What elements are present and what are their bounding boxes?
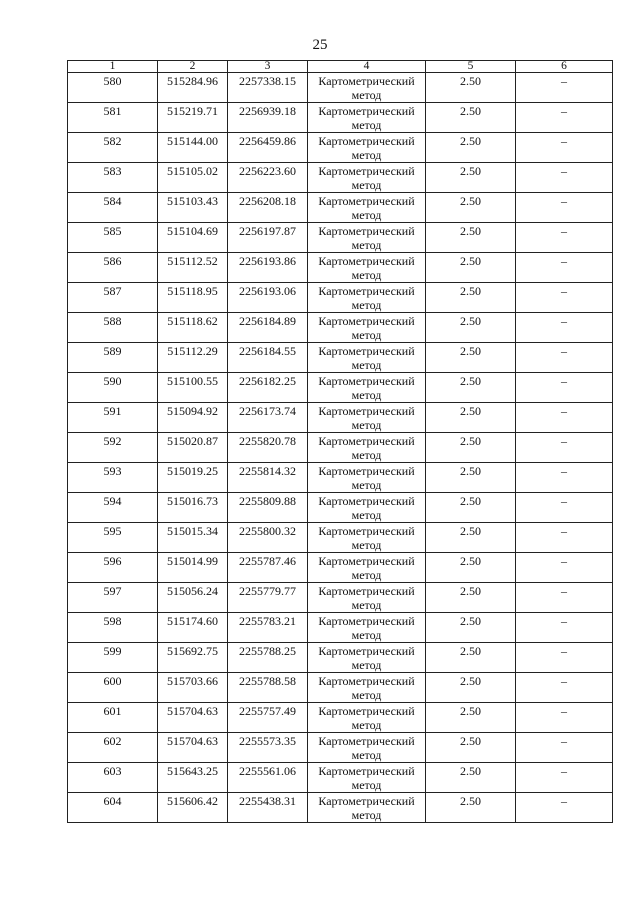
table-row bbox=[68, 133, 613, 163]
table-row bbox=[68, 673, 613, 703]
accuracy-cell: 2.50 bbox=[426, 583, 516, 613]
x-coordinate-cell: 515703.66 bbox=[158, 673, 228, 703]
note-cell: – bbox=[516, 793, 613, 823]
accuracy-cell: 2.50 bbox=[426, 463, 516, 493]
x-coordinate-cell: 515219.71 bbox=[158, 103, 228, 133]
point-number-cell: 595 bbox=[68, 523, 158, 553]
table-row bbox=[68, 763, 613, 793]
point-number-cell: 600 bbox=[68, 673, 158, 703]
method-cell: Картометрический метод bbox=[308, 703, 426, 733]
method-cell: Картометрический метод bbox=[308, 103, 426, 133]
accuracy-cell: 2.50 bbox=[426, 703, 516, 733]
method-cell: Картометрический метод bbox=[308, 763, 426, 793]
note-cell: – bbox=[516, 343, 613, 373]
x-coordinate-cell: 515704.63 bbox=[158, 703, 228, 733]
note-cell: – bbox=[516, 73, 613, 103]
method-cell: Картометрический метод bbox=[308, 163, 426, 193]
table-row bbox=[68, 433, 613, 463]
y-coordinate-cell: 2255787.46 bbox=[228, 553, 308, 583]
x-coordinate-cell: 515704.63 bbox=[158, 733, 228, 763]
note-cell: – bbox=[516, 493, 613, 523]
y-coordinate-cell: 2256182.25 bbox=[228, 373, 308, 403]
x-coordinate-cell: 515056.24 bbox=[158, 583, 228, 613]
accuracy-cell: 2.50 bbox=[426, 343, 516, 373]
method-cell: Картометрический метод bbox=[308, 493, 426, 523]
table-row bbox=[68, 313, 613, 343]
accuracy-cell: 2.50 bbox=[426, 733, 516, 763]
header-col-6: 6 bbox=[516, 61, 613, 73]
method-cell: Картометрический метод bbox=[308, 613, 426, 643]
note-cell: – bbox=[516, 733, 613, 763]
header-col-2: 2 bbox=[158, 61, 228, 73]
point-number-cell: 585 bbox=[68, 223, 158, 253]
note-cell: – bbox=[516, 763, 613, 793]
point-number-cell: 587 bbox=[68, 283, 158, 313]
accuracy-cell: 2.50 bbox=[426, 673, 516, 703]
table-row bbox=[68, 403, 613, 433]
table-row bbox=[68, 583, 613, 613]
point-number-cell: 599 bbox=[68, 643, 158, 673]
x-coordinate-cell: 515104.69 bbox=[158, 223, 228, 253]
table-row bbox=[68, 733, 613, 763]
note-cell: – bbox=[516, 703, 613, 733]
x-coordinate-cell: 515016.73 bbox=[158, 493, 228, 523]
table-row bbox=[68, 703, 613, 733]
point-number-cell: 597 bbox=[68, 583, 158, 613]
point-number-cell: 603 bbox=[68, 763, 158, 793]
note-cell: – bbox=[516, 643, 613, 673]
y-coordinate-cell: 2256197.87 bbox=[228, 223, 308, 253]
method-cell: Картометрический метод bbox=[308, 403, 426, 433]
y-coordinate-cell: 2255561.06 bbox=[228, 763, 308, 793]
point-number-cell: 594 bbox=[68, 493, 158, 523]
point-number-cell: 586 bbox=[68, 253, 158, 283]
accuracy-cell: 2.50 bbox=[426, 283, 516, 313]
method-cell: Картометрический метод bbox=[308, 583, 426, 613]
note-cell: – bbox=[516, 613, 613, 643]
method-cell: Картометрический метод bbox=[308, 463, 426, 493]
method-cell: Картометрический метод bbox=[308, 193, 426, 223]
point-number-cell: 601 bbox=[68, 703, 158, 733]
note-cell: – bbox=[516, 313, 613, 343]
point-number-cell: 604 bbox=[68, 793, 158, 823]
point-number-cell: 590 bbox=[68, 373, 158, 403]
method-cell: Картометрический метод bbox=[308, 523, 426, 553]
note-cell: – bbox=[516, 163, 613, 193]
header-col-1: 1 bbox=[68, 61, 158, 73]
point-number-cell: 584 bbox=[68, 193, 158, 223]
accuracy-cell: 2.50 bbox=[426, 223, 516, 253]
method-cell: Картометрический метод bbox=[308, 283, 426, 313]
note-cell: – bbox=[516, 253, 613, 283]
y-coordinate-cell: 2255820.78 bbox=[228, 433, 308, 463]
method-cell: Картометрический метод bbox=[308, 643, 426, 673]
x-coordinate-cell: 515094.92 bbox=[158, 403, 228, 433]
method-cell: Картометрический метод bbox=[308, 793, 426, 823]
accuracy-cell: 2.50 bbox=[426, 493, 516, 523]
point-number-cell: 591 bbox=[68, 403, 158, 433]
point-number-cell: 583 bbox=[68, 163, 158, 193]
y-coordinate-cell: 2255809.88 bbox=[228, 493, 308, 523]
method-cell: Картометрический метод bbox=[308, 133, 426, 163]
y-coordinate-cell: 2255438.31 bbox=[228, 793, 308, 823]
method-cell: Картометрический метод bbox=[308, 313, 426, 343]
table-row bbox=[68, 193, 613, 223]
note-cell: – bbox=[516, 103, 613, 133]
x-coordinate-cell: 515112.29 bbox=[158, 343, 228, 373]
coordinates-table bbox=[67, 60, 613, 823]
x-coordinate-cell: 515020.87 bbox=[158, 433, 228, 463]
y-coordinate-cell: 2256184.55 bbox=[228, 343, 308, 373]
method-cell: Картометрический метод bbox=[308, 73, 426, 103]
accuracy-cell: 2.50 bbox=[426, 103, 516, 133]
point-number-cell: 582 bbox=[68, 133, 158, 163]
method-cell: Картометрический метод bbox=[308, 343, 426, 373]
y-coordinate-cell: 2256939.18 bbox=[228, 103, 308, 133]
table-row bbox=[68, 553, 613, 583]
note-cell: – bbox=[516, 373, 613, 403]
header-col-4: 4 bbox=[308, 61, 426, 73]
accuracy-cell: 2.50 bbox=[426, 253, 516, 283]
accuracy-cell: 2.50 bbox=[426, 523, 516, 553]
point-number-cell: 598 bbox=[68, 613, 158, 643]
accuracy-cell: 2.50 bbox=[426, 373, 516, 403]
y-coordinate-cell: 2255800.32 bbox=[228, 523, 308, 553]
table-body bbox=[68, 73, 613, 823]
table-row bbox=[68, 163, 613, 193]
point-number-cell: 589 bbox=[68, 343, 158, 373]
method-cell: Картометрический метод bbox=[308, 253, 426, 283]
y-coordinate-cell: 2256173.74 bbox=[228, 403, 308, 433]
y-coordinate-cell: 2255783.21 bbox=[228, 613, 308, 643]
point-number-cell: 593 bbox=[68, 463, 158, 493]
note-cell: – bbox=[516, 223, 613, 253]
y-coordinate-cell: 2255757.49 bbox=[228, 703, 308, 733]
method-cell: Картометрический метод bbox=[308, 373, 426, 403]
table-header bbox=[68, 61, 613, 73]
table-row bbox=[68, 613, 613, 643]
x-coordinate-cell: 515105.02 bbox=[158, 163, 228, 193]
table-row bbox=[68, 343, 613, 373]
note-cell: – bbox=[516, 523, 613, 553]
y-coordinate-cell: 2255788.58 bbox=[228, 673, 308, 703]
accuracy-cell: 2.50 bbox=[426, 313, 516, 343]
method-cell: Картометрический метод bbox=[308, 553, 426, 583]
x-coordinate-cell: 515118.62 bbox=[158, 313, 228, 343]
x-coordinate-cell: 515174.60 bbox=[158, 613, 228, 643]
x-coordinate-cell: 515100.55 bbox=[158, 373, 228, 403]
header-col-3: 3 bbox=[228, 61, 308, 73]
y-coordinate-cell: 2255788.25 bbox=[228, 643, 308, 673]
note-cell: – bbox=[516, 583, 613, 613]
accuracy-cell: 2.50 bbox=[426, 553, 516, 583]
y-coordinate-cell: 2256459.86 bbox=[228, 133, 308, 163]
table-row bbox=[68, 283, 613, 313]
y-coordinate-cell: 2256184.89 bbox=[228, 313, 308, 343]
table-row bbox=[68, 223, 613, 253]
point-number-cell: 580 bbox=[68, 73, 158, 103]
point-number-cell: 588 bbox=[68, 313, 158, 343]
point-number-cell: 602 bbox=[68, 733, 158, 763]
y-coordinate-cell: 2255779.77 bbox=[228, 583, 308, 613]
x-coordinate-cell: 515015.34 bbox=[158, 523, 228, 553]
accuracy-cell: 2.50 bbox=[426, 133, 516, 163]
method-cell: Картометрический метод bbox=[308, 673, 426, 703]
note-cell: – bbox=[516, 433, 613, 463]
table-row bbox=[68, 493, 613, 523]
y-coordinate-cell: 2255814.32 bbox=[228, 463, 308, 493]
x-coordinate-cell: 515019.25 bbox=[158, 463, 228, 493]
x-coordinate-cell: 515014.99 bbox=[158, 553, 228, 583]
accuracy-cell: 2.50 bbox=[426, 73, 516, 103]
note-cell: – bbox=[516, 673, 613, 703]
point-number-cell: 592 bbox=[68, 433, 158, 463]
x-coordinate-cell: 515606.42 bbox=[158, 793, 228, 823]
accuracy-cell: 2.50 bbox=[426, 193, 516, 223]
x-coordinate-cell: 515112.52 bbox=[158, 253, 228, 283]
note-cell: – bbox=[516, 133, 613, 163]
note-cell: – bbox=[516, 463, 613, 493]
y-coordinate-cell: 2255573.35 bbox=[228, 733, 308, 763]
header-row bbox=[68, 61, 613, 73]
method-cell: Картометрический метод bbox=[308, 433, 426, 463]
accuracy-cell: 2.50 bbox=[426, 433, 516, 463]
accuracy-cell: 2.50 bbox=[426, 403, 516, 433]
table-row bbox=[68, 73, 613, 103]
note-cell: – bbox=[516, 403, 613, 433]
accuracy-cell: 2.50 bbox=[426, 643, 516, 673]
y-coordinate-cell: 2256208.18 bbox=[228, 193, 308, 223]
x-coordinate-cell: 515103.43 bbox=[158, 193, 228, 223]
y-coordinate-cell: 2257338.15 bbox=[228, 73, 308, 103]
method-cell: Картометрический метод bbox=[308, 223, 426, 253]
table-row bbox=[68, 523, 613, 553]
y-coordinate-cell: 2256193.06 bbox=[228, 283, 308, 313]
note-cell: – bbox=[516, 193, 613, 223]
note-cell: – bbox=[516, 553, 613, 583]
accuracy-cell: 2.50 bbox=[426, 763, 516, 793]
x-coordinate-cell: 515692.75 bbox=[158, 643, 228, 673]
point-number-cell: 581 bbox=[68, 103, 158, 133]
table-row bbox=[68, 463, 613, 493]
x-coordinate-cell: 515118.95 bbox=[158, 283, 228, 313]
header-col-5: 5 bbox=[426, 61, 516, 73]
y-coordinate-cell: 2256193.86 bbox=[228, 253, 308, 283]
accuracy-cell: 2.50 bbox=[426, 163, 516, 193]
table-row bbox=[68, 793, 613, 823]
method-cell: Картометрический метод bbox=[308, 733, 426, 763]
x-coordinate-cell: 515144.00 bbox=[158, 133, 228, 163]
page-number: 25 bbox=[312, 37, 328, 53]
y-coordinate-cell: 2256223.60 bbox=[228, 163, 308, 193]
accuracy-cell: 2.50 bbox=[426, 793, 516, 823]
x-coordinate-cell: 515284.96 bbox=[158, 73, 228, 103]
x-coordinate-cell: 515643.25 bbox=[158, 763, 228, 793]
note-cell: – bbox=[516, 283, 613, 313]
point-number-cell: 596 bbox=[68, 553, 158, 583]
table-row bbox=[68, 103, 613, 133]
table-row bbox=[68, 643, 613, 673]
table-row bbox=[68, 253, 613, 283]
accuracy-cell: 2.50 bbox=[426, 613, 516, 643]
table-row bbox=[68, 373, 613, 403]
